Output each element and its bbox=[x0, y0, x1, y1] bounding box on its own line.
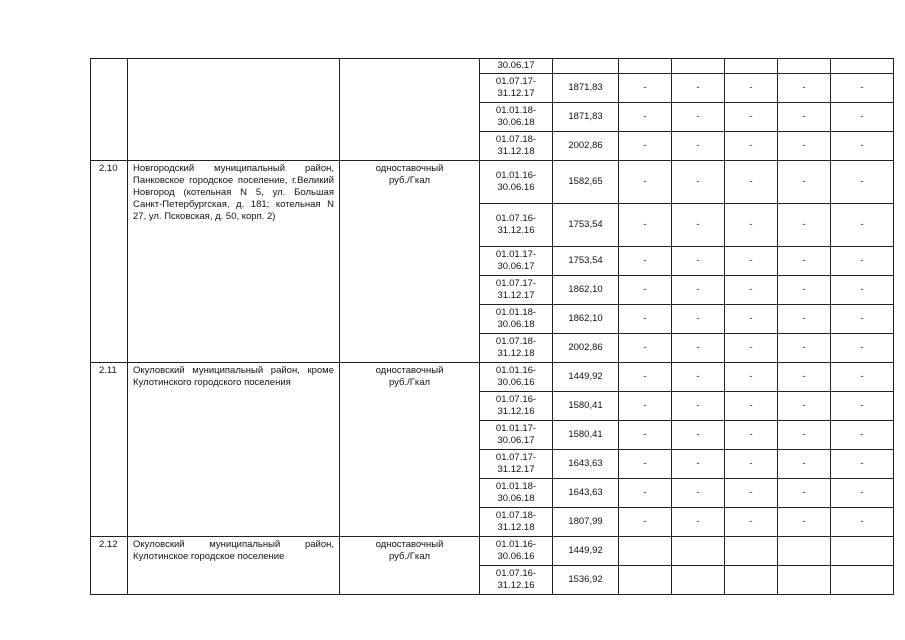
territory-name: Окуловский муниципальный район, Кулотинское городское поселение bbox=[128, 536, 340, 594]
dash-cell: - bbox=[778, 362, 831, 391]
dash-cell: - bbox=[778, 304, 831, 333]
price-cell: 1536,92 bbox=[553, 565, 619, 594]
period-line: 31.12.17 bbox=[497, 463, 535, 475]
dash-cell: - bbox=[672, 160, 725, 203]
dash-cell: - bbox=[619, 507, 672, 536]
dash-cell: - bbox=[725, 275, 778, 304]
dash-cell: - bbox=[831, 275, 894, 304]
tariff-table bbox=[90, 58, 894, 595]
period-line: 01.07.17- bbox=[495, 76, 537, 87]
dash-cell bbox=[725, 59, 778, 74]
dash-cell: - bbox=[619, 160, 672, 203]
dash-cell: - bbox=[831, 131, 894, 160]
dash-cell bbox=[619, 565, 672, 594]
dash-cell: - bbox=[619, 362, 672, 391]
period-line: 30.06.18 bbox=[497, 492, 535, 504]
dash-cell: - bbox=[831, 420, 894, 449]
dash-cell: - bbox=[672, 420, 725, 449]
territory-name: Новгородский муниципальный район, Панковское городское поселение, г.Великий Новгород (котельная N 5, ул. Большая Санкт-Петербургская, д. 181; котельная N 27, ул. Псковская, д. 50, корп. 2) bbox=[128, 160, 340, 362]
dash-cell: - bbox=[672, 449, 725, 478]
dash-cell: - bbox=[778, 333, 831, 362]
period-cell bbox=[480, 420, 553, 449]
period-line: 01.01.16- bbox=[495, 365, 537, 376]
period-cell bbox=[480, 246, 553, 275]
territory-name: Окуловский муниципальный район, кроме Кулотинского городского поселения bbox=[128, 362, 340, 536]
dash-cell: - bbox=[778, 102, 831, 131]
price-cell: 1580,41 bbox=[553, 420, 619, 449]
row-number: 2.11 bbox=[91, 362, 128, 536]
dash-cell: - bbox=[725, 333, 778, 362]
price-cell: 1871,83 bbox=[553, 102, 619, 131]
period-cell bbox=[480, 507, 553, 536]
period-line: 01.07.16- bbox=[495, 568, 537, 579]
price-cell: 1753,54 bbox=[553, 246, 619, 275]
dash-cell: - bbox=[725, 420, 778, 449]
price-cell: 1449,92 bbox=[553, 536, 619, 565]
dash-cell bbox=[831, 536, 894, 565]
period-line: 01.01.17- bbox=[495, 249, 537, 260]
period-line: 01.07.16- bbox=[495, 394, 537, 405]
dash-cell: - bbox=[725, 507, 778, 536]
period-cell bbox=[480, 275, 553, 304]
period-line: 31.12.18 bbox=[497, 521, 535, 533]
period-cell bbox=[480, 478, 553, 507]
period-line: 01.07.18- bbox=[495, 336, 537, 347]
dash-cell bbox=[619, 536, 672, 565]
tariff-type: одноставочный bbox=[375, 162, 444, 174]
table-row bbox=[91, 362, 894, 391]
table-row bbox=[91, 536, 894, 565]
dash-cell: - bbox=[831, 362, 894, 391]
dash-cell bbox=[672, 565, 725, 594]
price-cell: 1580,41 bbox=[553, 391, 619, 420]
dash-cell: - bbox=[831, 160, 894, 203]
dash-cell bbox=[672, 59, 725, 74]
dash-cell: - bbox=[778, 203, 831, 246]
period-line: 30.06.16 bbox=[497, 181, 535, 193]
tariff-unit: руб./Гкал bbox=[388, 376, 431, 388]
period-line: 30.06.18 bbox=[497, 318, 535, 330]
tariff-type: одноставочный bbox=[375, 364, 444, 376]
dash-cell: - bbox=[831, 246, 894, 275]
period-cell bbox=[480, 449, 553, 478]
period-cell bbox=[480, 304, 553, 333]
dash-cell: - bbox=[725, 391, 778, 420]
dash-cell: - bbox=[619, 246, 672, 275]
dash-cell: - bbox=[672, 333, 725, 362]
period-line: 01.01.18- bbox=[495, 105, 537, 116]
period-line: 01.07.16- bbox=[495, 213, 537, 224]
dash-cell: - bbox=[778, 131, 831, 160]
tariff-unit: руб./Гкал bbox=[388, 174, 431, 186]
dash-cell: - bbox=[672, 246, 725, 275]
row-number-cell bbox=[91, 59, 128, 161]
dash-cell: - bbox=[672, 73, 725, 102]
dash-cell: - bbox=[619, 131, 672, 160]
period-line: 01.01.16- bbox=[495, 170, 537, 181]
tariff-unit: руб./Гкал bbox=[388, 550, 431, 562]
tariff-type-cell bbox=[340, 160, 480, 362]
dash-cell bbox=[725, 565, 778, 594]
price-cell: 1753,54 bbox=[553, 203, 619, 246]
period-cell bbox=[480, 59, 553, 74]
dash-cell: - bbox=[831, 102, 894, 131]
period-line: 30.06.16 bbox=[497, 376, 535, 388]
dash-cell bbox=[672, 536, 725, 565]
dash-cell: - bbox=[831, 73, 894, 102]
dash-cell: - bbox=[778, 420, 831, 449]
table-row bbox=[91, 59, 894, 74]
price-cell bbox=[553, 59, 619, 74]
dash-cell: - bbox=[672, 391, 725, 420]
price-cell: 1862,10 bbox=[553, 304, 619, 333]
dash-cell: - bbox=[725, 102, 778, 131]
period-cell bbox=[480, 102, 553, 131]
table-row bbox=[91, 160, 894, 203]
row-number: 2.10 bbox=[91, 160, 128, 362]
dash-cell: - bbox=[672, 362, 725, 391]
price-cell: 2002,86 bbox=[553, 131, 619, 160]
dash-cell: - bbox=[778, 449, 831, 478]
dash-cell: - bbox=[831, 203, 894, 246]
tariff-type-cell bbox=[340, 362, 480, 536]
dash-cell: - bbox=[831, 478, 894, 507]
period-line: 30.06.17 bbox=[497, 60, 535, 71]
period-line: 30.06.17 bbox=[497, 434, 535, 446]
price-cell: 1807,99 bbox=[553, 507, 619, 536]
tariff-type-cell bbox=[340, 536, 480, 594]
dash-cell: - bbox=[619, 102, 672, 131]
dash-cell: - bbox=[725, 362, 778, 391]
dash-cell: - bbox=[619, 73, 672, 102]
dash-cell bbox=[778, 536, 831, 565]
dash-cell: - bbox=[725, 203, 778, 246]
dash-cell: - bbox=[619, 478, 672, 507]
dash-cell bbox=[831, 565, 894, 594]
dash-cell: - bbox=[778, 73, 831, 102]
period-line: 01.01.17- bbox=[495, 423, 537, 434]
dash-cell: - bbox=[672, 507, 725, 536]
period-line: 30.06.16 bbox=[497, 550, 535, 562]
period-cell bbox=[480, 565, 553, 594]
dash-cell: - bbox=[778, 246, 831, 275]
period-line: 01.01.18- bbox=[495, 307, 537, 318]
period-line: 31.12.18 bbox=[497, 145, 535, 157]
period-line: 31.12.16 bbox=[497, 224, 535, 236]
period-cell bbox=[480, 536, 553, 565]
period-line: 01.01.16- bbox=[495, 539, 537, 550]
dash-cell: - bbox=[725, 73, 778, 102]
dash-cell: - bbox=[725, 131, 778, 160]
dash-cell: - bbox=[725, 304, 778, 333]
price-cell: 1871,83 bbox=[553, 73, 619, 102]
dash-cell: - bbox=[831, 449, 894, 478]
period-cell bbox=[480, 73, 553, 102]
period-cell bbox=[480, 391, 553, 420]
period-cell bbox=[480, 203, 553, 246]
dash-cell: - bbox=[725, 449, 778, 478]
dash-cell: - bbox=[778, 391, 831, 420]
price-cell: 1449,92 bbox=[553, 362, 619, 391]
period-line: 31.12.17 bbox=[497, 289, 535, 301]
period-line: 31.12.16 bbox=[497, 405, 535, 417]
dash-cell: - bbox=[831, 507, 894, 536]
dash-cell: - bbox=[619, 420, 672, 449]
dash-cell: - bbox=[619, 203, 672, 246]
period-line: 01.07.17- bbox=[495, 278, 537, 289]
name-cell bbox=[128, 59, 340, 161]
period-line: 30.06.17 bbox=[497, 260, 535, 272]
period-line: 31.12.16 bbox=[497, 579, 535, 591]
dash-cell: - bbox=[778, 478, 831, 507]
dash-cell: - bbox=[831, 333, 894, 362]
period-cell bbox=[480, 333, 553, 362]
dash-cell: - bbox=[725, 478, 778, 507]
dash-cell bbox=[725, 536, 778, 565]
period-line: 31.12.18 bbox=[497, 347, 535, 359]
row-number: 2.12 bbox=[91, 536, 128, 594]
dash-cell: - bbox=[672, 275, 725, 304]
period-line: 01.07.17- bbox=[495, 452, 537, 463]
dash-cell: - bbox=[672, 478, 725, 507]
tariff-type-cell bbox=[340, 59, 480, 161]
dash-cell bbox=[619, 59, 672, 74]
period-line: 01.01.18- bbox=[495, 481, 537, 492]
price-cell: 1582,65 bbox=[553, 160, 619, 203]
dash-cell: - bbox=[619, 333, 672, 362]
period-cell bbox=[480, 160, 553, 203]
period-line: 30.06.18 bbox=[497, 116, 535, 128]
dash-cell bbox=[778, 59, 831, 74]
dash-cell: - bbox=[672, 203, 725, 246]
tariff-table-body bbox=[91, 59, 894, 595]
dash-cell: - bbox=[778, 275, 831, 304]
dash-cell: - bbox=[619, 304, 672, 333]
price-cell: 1643,63 bbox=[553, 478, 619, 507]
period-cell bbox=[480, 362, 553, 391]
dash-cell bbox=[778, 565, 831, 594]
period-line: 31.12.17 bbox=[497, 87, 535, 99]
dash-cell: - bbox=[672, 102, 725, 131]
dash-cell: - bbox=[725, 246, 778, 275]
dash-cell: - bbox=[778, 507, 831, 536]
dash-cell: - bbox=[831, 391, 894, 420]
dash-cell: - bbox=[619, 275, 672, 304]
dash-cell: - bbox=[619, 391, 672, 420]
dash-cell: - bbox=[672, 304, 725, 333]
dash-cell: - bbox=[672, 131, 725, 160]
dash-cell: - bbox=[831, 304, 894, 333]
price-cell: 2002,86 bbox=[553, 333, 619, 362]
period-line: 01.07.18- bbox=[495, 510, 537, 521]
price-cell: 1643,63 bbox=[553, 449, 619, 478]
dash-cell: - bbox=[778, 160, 831, 203]
period-cell bbox=[480, 131, 553, 160]
dash-cell: - bbox=[619, 449, 672, 478]
tariff-type: одноставочный bbox=[375, 538, 444, 550]
dash-cell: - bbox=[725, 160, 778, 203]
period-line: 01.07.18- bbox=[495, 134, 537, 145]
dash-cell bbox=[831, 59, 894, 74]
price-cell: 1862,10 bbox=[553, 275, 619, 304]
